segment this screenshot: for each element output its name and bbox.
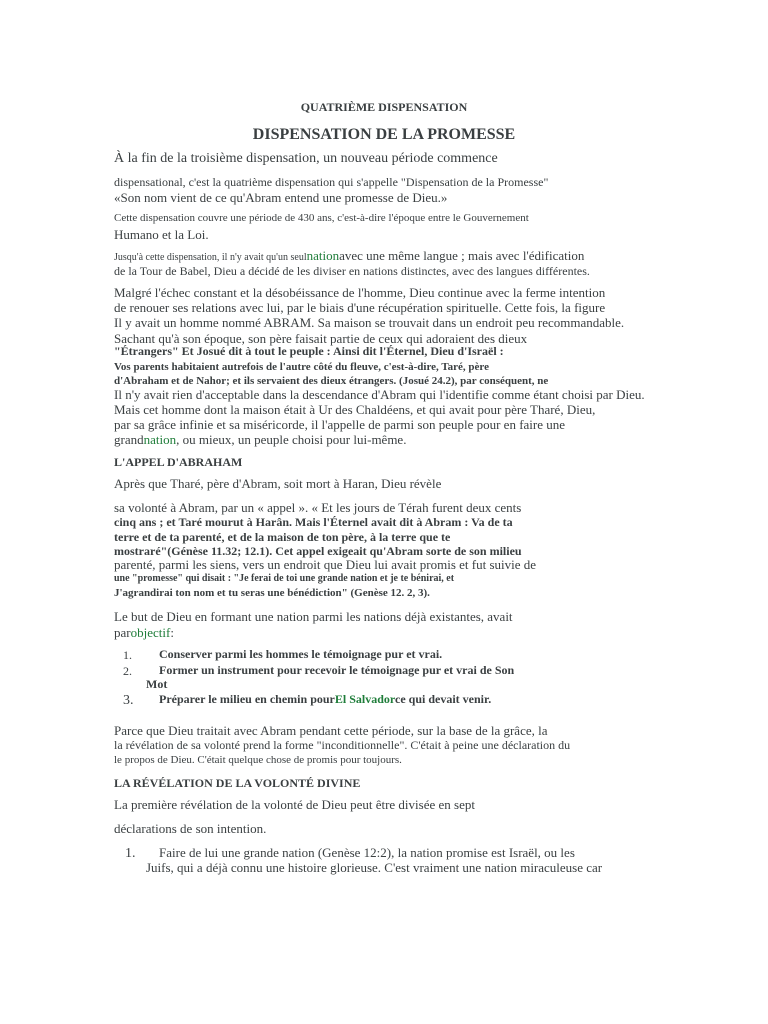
text-line: J'agrandirai ton nom et tu seras une bénédiction" (Genèse 12. 2, 3). xyxy=(114,587,430,599)
text-line: sa volonté à Abram, par un « appel ». « Et les jours de Térah furent deux cents xyxy=(114,500,522,515)
text-line: À la fin de la troisième dispensation, un nouveau période commence xyxy=(114,151,498,166)
section-heading: L'APPEL D'ABRAHAM xyxy=(114,455,243,469)
page-title: DISPENSATION DE LA PROMESSE xyxy=(252,126,516,143)
text-line: parenté, parmi les siens, vers un endroit que Dieu lui avait promis et fut suivie de xyxy=(114,557,537,572)
text-line: "Étrangers" Et Josué dit à tout le peuple : Ainsi dit l'Éternel, Dieu d'Israël : xyxy=(114,344,504,358)
list-item-continuation: Mot xyxy=(146,677,168,691)
link-nation[interactable]: nation xyxy=(143,432,177,447)
text-line: «Son nom vient de ce qu'Abram entend une promesse de Dieu.» xyxy=(114,190,448,205)
text-line: Cette dispensation couvre une période de 430 ans, c'est-à-dire l'époque entre le Gouvernement xyxy=(114,212,529,224)
list-item: Former un instrument pour recevoir le témoignage pur et vrai de Son xyxy=(159,663,515,677)
text-line: Il n'y avait rien d'acceptable dans la descendance d'Abram qui l'identifie comme étant choisi par Dieu. xyxy=(114,387,645,402)
text-line: mostraré"(Génèse 11.32; 12.1). Cet appel exigeait qu'Abram sorte de son milieu xyxy=(114,544,522,558)
text-line: cinq ans ; et Taré mourut à Harân. Mais l'Éternel avait dit à Abram : Va de ta xyxy=(114,515,513,529)
text-line xyxy=(114,626,174,640)
text-line xyxy=(114,433,406,447)
text-line: Le but de Dieu en formant une nation parmi les nations déjà existantes, avait xyxy=(114,609,513,624)
list-item: Faire de lui une grande nation (Genèse 12:2), la nation promise est Israël, ou les xyxy=(159,845,575,860)
text-span: grand xyxy=(114,432,144,447)
text-line: dispensational, c'est la quatrième dispensation qui s'appelle "Dispensation de la Promesse" xyxy=(114,175,549,189)
text-line: de renouer ses relations avec lui, par le biais d'une récupération spirituelle. Cette fois, la figure xyxy=(114,300,606,315)
text-span: Préparer le milieu en chemin pour xyxy=(159,692,335,706)
text-line: Parce que Dieu traitait avec Abram pendant cette période, sur la base de la grâce, la xyxy=(114,723,548,738)
text-line: la révélation de sa volonté prend la forme "inconditionnelle". C'était à peine une déclaration du xyxy=(114,738,571,752)
text-line: Sachant qu'à son époque, son père faisait partie de ceux qui adoraient des dieux xyxy=(114,331,528,346)
list-number: 1. xyxy=(123,648,132,662)
list-number: 3. xyxy=(123,693,134,708)
list-item xyxy=(159,693,491,706)
text-line xyxy=(114,249,584,263)
section-heading: LA RÉVÉLATION DE LA VOLONTÉ DIVINE xyxy=(114,776,361,790)
text-line: de la Tour de Babel, Dieu a décidé de les diviser en nations distinctes, avec des langues différentes. xyxy=(114,264,590,278)
text-span: Jusqu'à cette dispensation, il n'y avait qu'un seul xyxy=(114,252,307,263)
link-el-salvador[interactable]: El Salvador xyxy=(334,692,396,706)
text-line: par sa grâce infinie et sa miséricorde, il l'appelle de parmi son peuple pour en faire une xyxy=(114,417,566,432)
list-item: Conserver parmi les hommes le témoignage pur et vrai. xyxy=(159,647,443,661)
text-line: le propos de Dieu. C'était quelque chose de promis pour toujours. xyxy=(114,754,402,766)
list-item-continuation: Juifs, qui a déjà connu une histoire glorieuse. C'est vraiment une nation miraculeuse car xyxy=(146,860,603,875)
text-span: par xyxy=(114,625,131,640)
text-span: , ou mieux, un peuple choisi pour lui-même. xyxy=(176,432,407,447)
text-line: une "promesse" qui disait : "Je ferai de toi une grande nation et je te bénirai, et xyxy=(114,573,455,584)
list-number: 1. xyxy=(125,846,136,861)
text-line: Après que Tharé, père d'Abram, soit mort à Haran, Dieu révèle xyxy=(114,476,442,491)
section-label: QUATRIÈME DISPENSATION xyxy=(300,100,468,114)
text-line: La première révélation de la volonté de Dieu peut être divisée en sept xyxy=(114,797,475,812)
link-nation[interactable]: nation xyxy=(306,248,340,263)
text-line: Il y avait un homme nommé ABRAM. Sa maison se trouvait dans un endroit peu recommandable. xyxy=(114,315,625,330)
text-line: Malgré l'échec constant et la désobéissance de l'homme, Dieu continue avec la ferme intention xyxy=(114,285,606,300)
text-span: avec une même langue ; mais avec l'édification xyxy=(339,248,585,263)
text-line: Mais cet homme dont la maison était à Ur des Chaldéens, et qui avait pour père Tharé, Dieu, xyxy=(114,402,596,417)
text-line: Humano et la Loi. xyxy=(114,227,209,242)
text-line: terre et de ta parenté, et de la maison de ton père, à la terre que te xyxy=(114,530,451,544)
text-line: déclarations de son intention. xyxy=(114,821,267,836)
list-number: 2. xyxy=(123,664,132,678)
text-span: : xyxy=(170,625,174,640)
text-line: d'Abraham et de Nahor; et ils servaient des dieux étrangers. (Josué 24.2), par conséquent, ne xyxy=(114,375,549,387)
link-objectif[interactable]: objectif xyxy=(130,625,171,640)
text-line: Vos parents habitaient autrefois de l'autre côté du fleuve, c'est-à-dire, Taré, père xyxy=(114,361,489,373)
text-span: ce qui devait venir. xyxy=(395,692,492,706)
